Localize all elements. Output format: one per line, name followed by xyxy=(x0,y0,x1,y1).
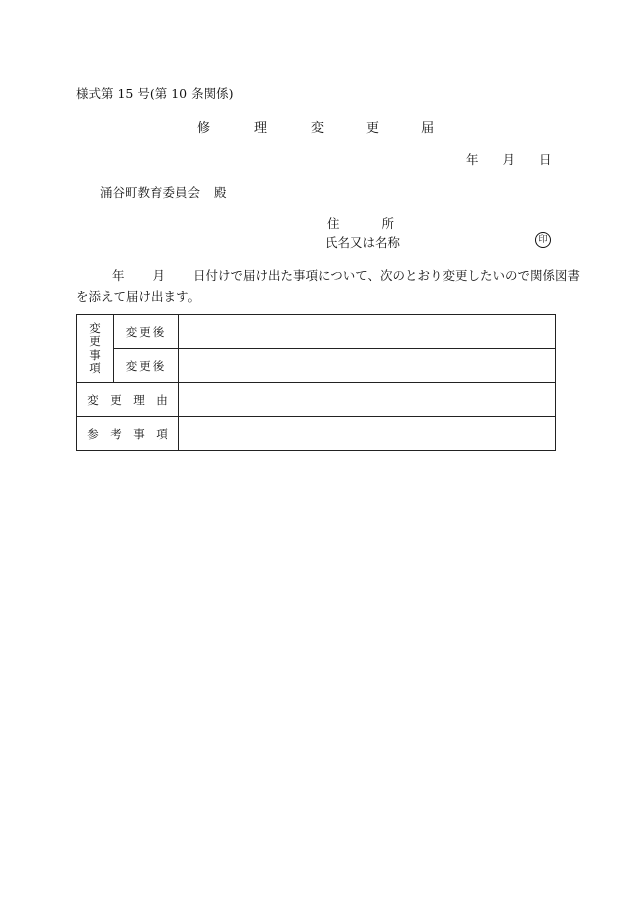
title-char: 更 xyxy=(366,121,380,136)
body-line-2: を添えて届け出ます。 xyxy=(76,289,201,304)
body-paragraph xyxy=(76,265,581,307)
table-row xyxy=(77,315,556,349)
document-title xyxy=(197,117,434,136)
title-char: 変 xyxy=(311,121,325,136)
seal-mark: 印 xyxy=(535,232,551,248)
body-line-1-text: 日付けで届け出た事項について、次のとおり変更したいので関係図書 xyxy=(193,268,581,283)
address-char: 所 xyxy=(381,216,395,231)
after-change-label-1: 変更後 xyxy=(114,315,179,349)
change-reason-field[interactable] xyxy=(179,383,556,417)
remarks-label: 参 考 事 項 xyxy=(77,417,179,451)
table-row xyxy=(77,383,556,417)
after-change-label-2: 変更後 xyxy=(114,349,179,383)
title-char: 修 xyxy=(197,121,211,136)
after-change-field-2[interactable] xyxy=(179,349,556,383)
applicant-name-label: 氏名又は名称 xyxy=(325,235,401,250)
applicant-address-label xyxy=(327,214,394,232)
table-row xyxy=(77,349,556,383)
date-line xyxy=(466,150,552,168)
after-change-field-1[interactable] xyxy=(179,315,556,349)
address-char: 住 xyxy=(327,216,340,231)
change-items-header: 変 更 事 項 xyxy=(77,315,114,383)
body-month-label: 月 xyxy=(152,268,166,283)
form-number: 様式第 15 号(第 10 条関係) xyxy=(76,86,234,101)
date-month-label: 月 xyxy=(502,152,516,167)
addressee xyxy=(100,183,227,201)
body-line-1 xyxy=(76,265,581,286)
date-day-label: 日 xyxy=(539,152,552,167)
addressee-name: 涌谷町教育委員会 xyxy=(100,185,201,200)
table-row xyxy=(77,417,556,451)
body-year-label: 年 xyxy=(112,268,125,283)
change-reason-label: 変 更 理 由 xyxy=(77,383,179,417)
addressee-honorific: 殿 xyxy=(214,185,227,200)
date-year-label: 年 xyxy=(466,152,479,167)
title-char: 届 xyxy=(421,121,435,136)
remarks-field[interactable] xyxy=(179,417,556,451)
change-details-table xyxy=(76,314,556,451)
title-char: 理 xyxy=(254,121,268,136)
